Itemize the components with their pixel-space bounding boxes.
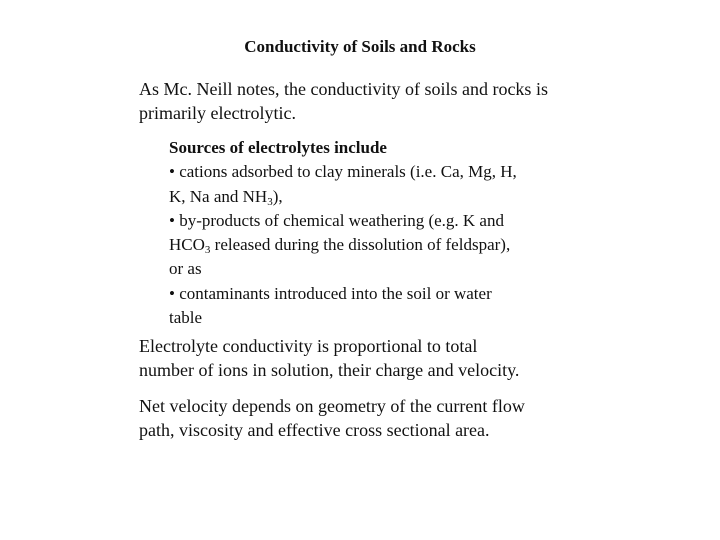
sources-item-2-line-2 [169,233,589,257]
intro-line-2: primarily electrolytic. [139,103,296,123]
sources-item-2-line-3: or as [169,259,202,279]
subscript-3: 3 [267,195,273,208]
electrolyte-line-1: Electrolyte conductivity is proportional to total [139,336,478,356]
sources-list [169,136,589,330]
sources-item-1-text-end: ), [272,186,283,206]
velocity-paragraph [139,394,599,442]
slide-title: Conductivity of Soils and Rocks [244,37,476,56]
velocity-line-2: path, viscosity and effective cross sectional area. [139,420,490,440]
electrolyte-paragraph [139,334,599,382]
velocity-line-1: Net velocity depends on geometry of the current flow [139,396,525,416]
subscript-3: 3 [204,244,211,257]
sources-item-3-line-2: table [169,308,203,328]
sources-item-2-text: HCO [169,235,205,255]
electrolyte-line-2: number of ions in solution, their charge and velocity. [139,360,520,380]
sources-item-2-text-end: released during the dissolution of feldspar), [210,235,511,255]
sources-item-1-text: K, Na and NH [169,186,268,206]
sources-item-1-line-2 [169,185,589,209]
sources-item-2-line-1: • by-products of chemical weathering (e.g. K and [169,210,504,230]
sources-item-1-line-1: • cations adsorbed to clay minerals (i.e. Ca, Mg, H, [169,162,517,182]
sources-item-3-line-1: • contaminants introduced into the soil or water [169,283,492,303]
intro-line-1: As Mc. Neill notes, the conductivity of soils and rocks is [139,79,548,99]
intro-paragraph [139,77,599,125]
sources-heading: Sources of electrolytes include [169,138,387,157]
